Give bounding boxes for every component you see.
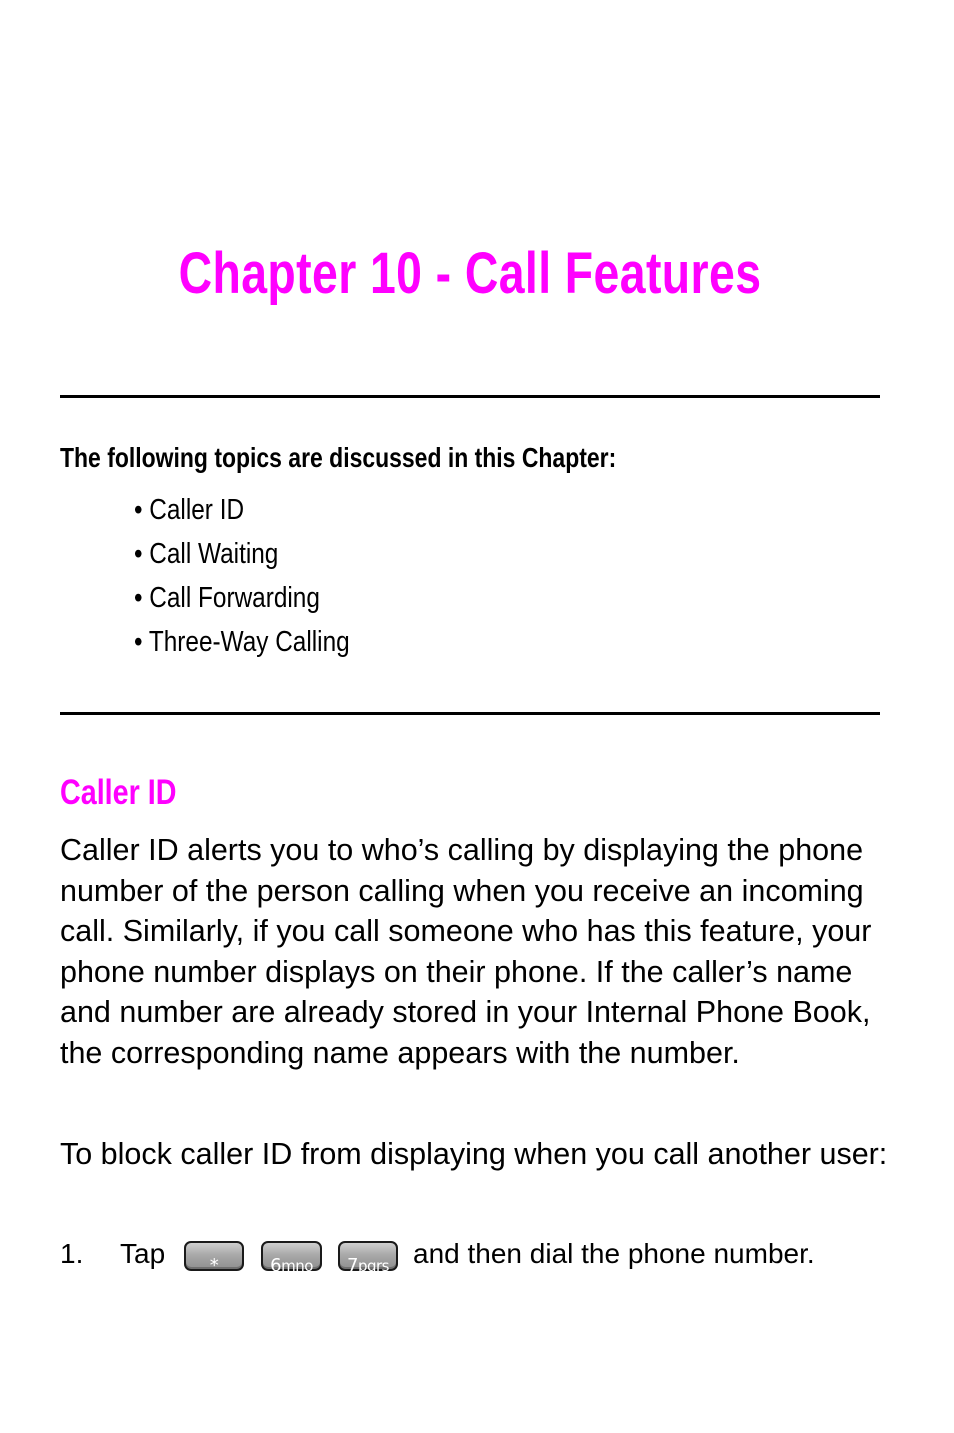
topics-list xyxy=(134,488,391,664)
topic-item-call-waiting: • Call Waiting xyxy=(134,538,279,570)
six-key-letters: mno xyxy=(281,1257,313,1275)
step-suffix: and then dial the phone number. xyxy=(413,1238,815,1269)
topic-item-call-forwarding: • Call Forwarding xyxy=(134,582,320,614)
step-1 xyxy=(60,1235,920,1275)
topic-item-three-way-calling: • Three-Way Calling xyxy=(134,626,350,658)
seven-key-letters: pqrs xyxy=(357,1257,389,1275)
seven-key-icon xyxy=(338,1241,398,1276)
topics-heading: The following topics are discussed in this Chapter: xyxy=(60,442,617,473)
section-heading-caller-id: Caller ID xyxy=(60,773,177,812)
step-number: 1. xyxy=(60,1238,84,1269)
chapter-title: Chapter 10 - Call Features xyxy=(178,241,762,306)
caller-id-description: Caller ID alerts you to who’s calling by displaying the phone number of the person calling when you receive an incoming call. Similarly, if you call someone who has this feature, your phone number displays on their phone. If the caller’s name and number are already stored in your Internal Phone Book, the corresponding name appears with the number. xyxy=(60,833,872,1070)
bottom-divider xyxy=(60,712,880,715)
top-divider xyxy=(60,395,880,398)
six-key-icon xyxy=(261,1241,322,1276)
seven-key-digit: 7 xyxy=(347,1255,358,1276)
step-prefix: Tap xyxy=(120,1238,166,1269)
block-caller-id-intro: To block caller ID from displaying when you call another user: xyxy=(60,1137,888,1171)
star-key-label: * xyxy=(209,1255,219,1276)
topic-item-caller-id: • Caller ID xyxy=(134,494,245,526)
six-key-digit: 6 xyxy=(270,1255,282,1276)
star-key-icon xyxy=(184,1241,244,1276)
